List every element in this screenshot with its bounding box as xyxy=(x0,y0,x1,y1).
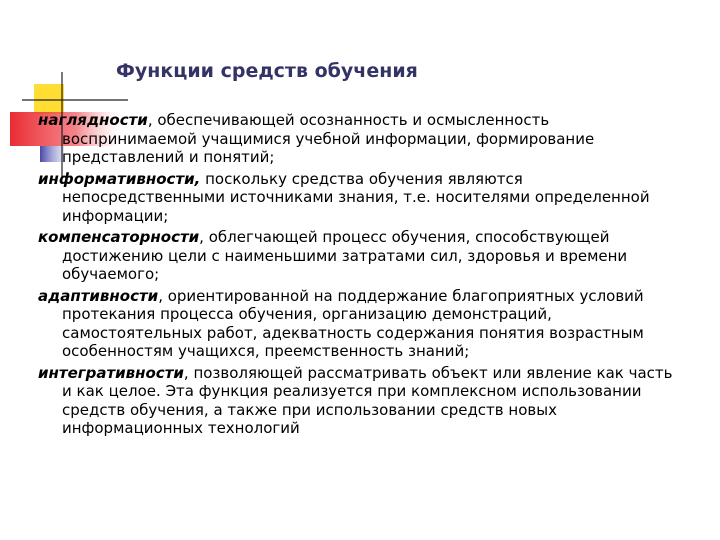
slide-title: Функции средств обучения xyxy=(116,60,418,82)
item-text: , позволяющей рассматривать объект или явление как часть и как целое. Эта функция реализуется при комплексном использовании средств обучения, а также при использовании средств новых информационных технологий xyxy=(62,363,673,437)
list-item xyxy=(38,364,678,438)
item-text: , облегчающей процесс обучения, способствующей достижению цели с наименьшими затратами сил, здоровья и времени обучаемого; xyxy=(62,228,628,283)
item-term: информативности, xyxy=(38,169,201,188)
list-item xyxy=(38,111,678,167)
function-list xyxy=(38,111,678,441)
item-term: интегративности xyxy=(38,363,184,382)
item-text: , обеспечивающей осознанность и осмысленность воспринимаемой учащимися учебной информации, формирование представлений и понятий; xyxy=(62,111,595,166)
yellow-block xyxy=(34,84,64,114)
item-term: адаптивности xyxy=(38,286,159,305)
list-item xyxy=(38,287,678,361)
item-term: наглядности xyxy=(38,111,148,129)
item-term: компенсаторности xyxy=(38,228,200,246)
list-item xyxy=(38,170,678,226)
item-text: , ориентированной на поддержание благоприятных условий протекания процесса обучения, организацию демонстраций, самостоятельных работ, адекватность содержания понятия возрастным особенностям учащихся, преемственность знаний; xyxy=(62,286,644,360)
list-item xyxy=(38,228,678,284)
item-text: поскольку средства обучения являются непосредственными источниками знания, т.е. носителями определенной информации; xyxy=(62,169,650,225)
